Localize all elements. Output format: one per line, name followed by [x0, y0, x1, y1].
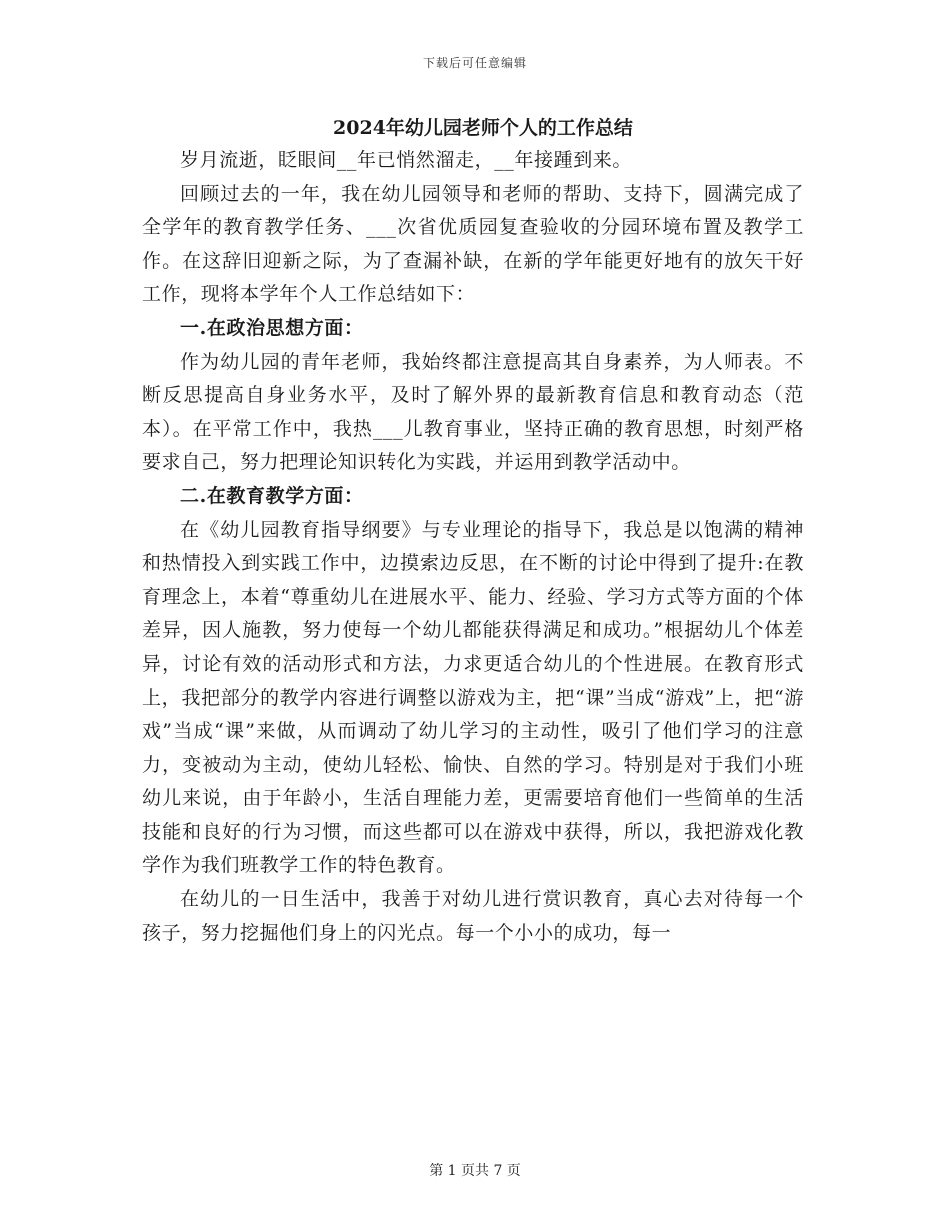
document-body [142, 112, 804, 950]
header-note: 下载后可任意编辑 [422, 56, 527, 70]
paragraph-intro: 岁月流逝，眨眼间__年已悄然溜走，__年接踵到来。 [180, 149, 633, 171]
paragraph-daily-life: 在幼儿的一日生活中，我善于对幼儿进行赏识教育，真心去对待每一个孩子，努力挖掘他们身上的闪光点。每一个小小的成功，每一 [142, 888, 804, 944]
paragraph-review: 回顾过去的一年，我在幼儿园领导和老师的帮助、支持下，圆满完成了全学年的教育教学任务、___次省优质园复查验收的分园环境布置及教学工作。在这辞旧迎新之际，为了查漏补缺，在新的学年能更好地有的放矢干好工作，现将本学年个人工作总结如下： [142, 182, 804, 306]
paragraph-teaching: 在《幼儿园教育指导纲要》与专业理论的指导下，我总是以饱满的精神和热情投入到实践工作中，边摸索边反思，在不断的讨论中得到了提升:在教育理念上，本着“尊重幼儿在进展水平、能力、经验、学习方式等方面的个体差异，因人施教，努力使每一个幼儿都能获得满足和成功。”根据幼儿个体差异，讨论有效的活动形式和方法，力求更适合幼儿的个性进展。在教育形式上，我把部分的教学内容进行调整以游戏为主，把“课”当成“游戏”上，把“游戏”当成“课”来做，从而调动了幼儿学习的主动性，吸引了他们学习的注意力，变被动为主动，使幼儿轻松、愉快、自然的学习。特别是对于我们小班幼儿来说，由于年龄小，生活自理能力差，更需要培育他们一些简单的生活技能和良好的行为习惯，而这些都可以在游戏中获得，所以，我把游戏化教学作为我们班教学工作的特色教育。 [142, 518, 804, 877]
section-heading-teaching: 二.在教育教学方面： [180, 484, 364, 507]
document-title: 2024年幼儿园老师个人的工作总结 [333, 117, 633, 139]
paragraph-political: 作为幼儿园的青年老师，我始终都注意提高其自身素养，为人师表。不断反思提高自身业务水平，及时了解外界的最新教育信息和教育动态（范本）。在平常工作中，我热___儿教育事业，坚持正确的教育思想，时刻严格要求自己，努力把理论知识转化为实践，并运用到教学活动中。 [142, 350, 804, 474]
page-number: 第 1 页共 7 页 [429, 1163, 521, 1179]
section-heading-political: 一.在政治思想方面： [180, 316, 364, 339]
